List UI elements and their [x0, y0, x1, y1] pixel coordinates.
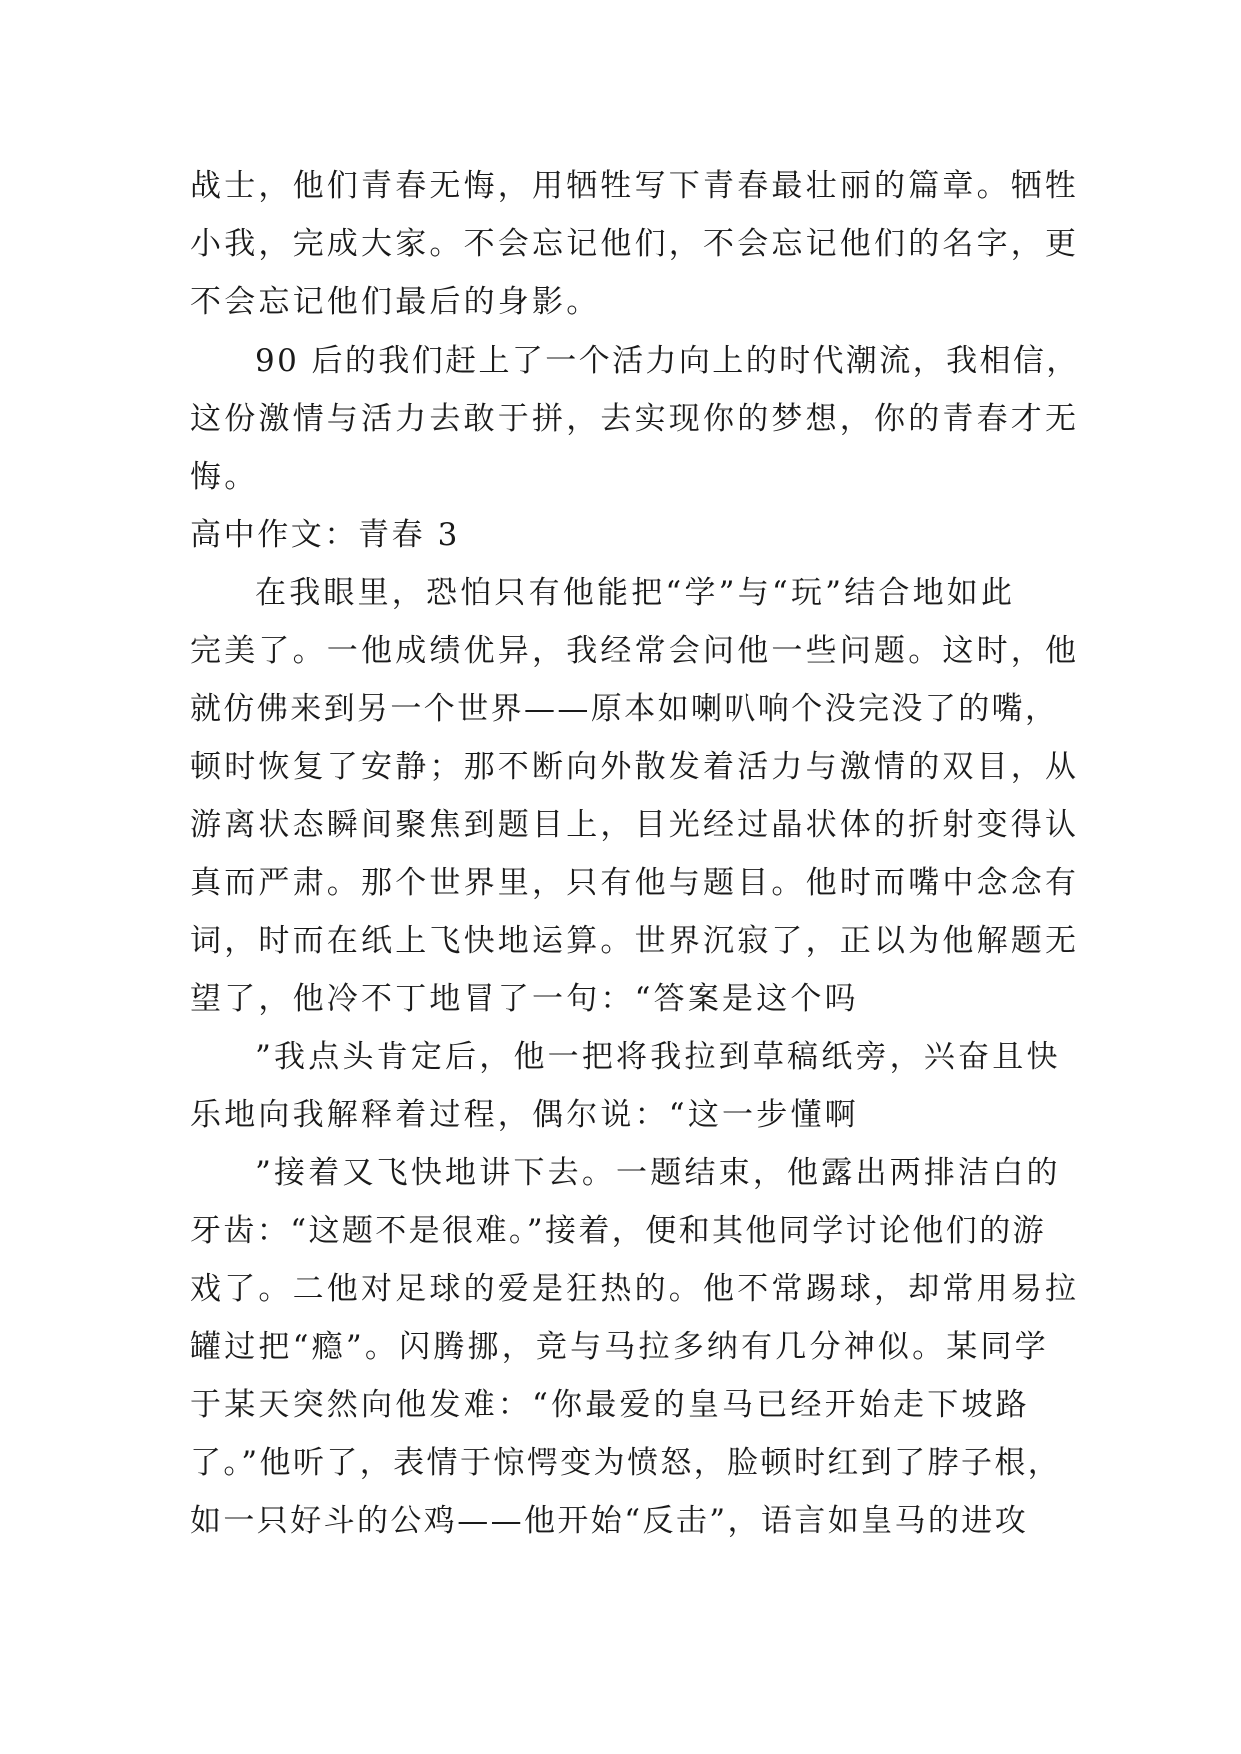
- text-line: 如一只好斗的公鸡——他开始“反击”，语言如皇马的进攻: [190, 1503, 1029, 1539]
- section-heading: 高中作文：青春 3: [190, 517, 460, 553]
- text-line: 不会忘记他们最后的身影。: [190, 284, 601, 320]
- text-line: 就仿佛来到另一个世界——原本如喇叭响个没完没了的嘴，: [190, 691, 1059, 727]
- text-line: 词，时而在纸上飞快地运算。世界沉寂了，正以为他解题无: [190, 923, 1080, 959]
- text-line: 真而严肃。那个世界里，只有他与题目。他时而嘴中念念有: [190, 865, 1080, 901]
- text-line: 牙齿：“这题不是很难。”接着，便和其他同学讨论他们的游: [190, 1213, 1046, 1249]
- text-line: 戏了。二他对足球的爱是狂热的。他不常踢球，却常用易拉: [190, 1271, 1080, 1307]
- text-line: ”接着又飞快地讲下去。一题结束，他露出两排洁白的: [255, 1155, 1061, 1191]
- text-line: 了。”他听了，表情于惊愕变为愤怒，脸顿时红到了脖子根，: [190, 1445, 1062, 1481]
- text-line: 游离状态瞬间聚焦到题目上，目光经过晶状体的折射变得认: [190, 807, 1080, 843]
- text-line: 小我，完成大家。不会忘记他们，不会忘记他们的名字，更: [190, 226, 1080, 262]
- text-line: 于某天突然向他发难：“你最爱的皇马已经开始走下坡路: [190, 1387, 1030, 1423]
- text-line: 顿时恢复了安静；那不断向外散发着活力与激情的双目，从: [190, 749, 1080, 785]
- text-line: 这份激情与活力去敢于拼，去实现你的梦想，你的青春才无: [190, 401, 1080, 437]
- text-line: 完美了。一他成绩优异，我经常会问他一些问题。这时，他: [190, 633, 1080, 669]
- text-line: ”我点头肯定后，他一把将我拉到草稿纸旁，兴奋且快: [255, 1039, 1061, 1075]
- text-line: 战士，他们青春无悔，用牺牲写下青春最壮丽的篇章。牺牲: [190, 168, 1080, 204]
- text-line: 罐过把“瘾”。闪腾挪，竞与马拉多纳有几分神似。某同学: [190, 1329, 1049, 1365]
- text-line: 悔。: [190, 459, 259, 495]
- text-line: 90 后的我们赶上了一个活力向上的时代潮流，我相信，: [255, 343, 1080, 379]
- text-line: 乐地向我解释着过程，偶尔说：“这一步懂啊: [190, 1097, 859, 1133]
- text-line: 望了，他冷不丁地冒了一句：“答案是这个吗: [190, 981, 859, 1017]
- text-line: 在我眼里，恐怕只有他能把“学”与“玩”结合地如此: [255, 575, 1016, 611]
